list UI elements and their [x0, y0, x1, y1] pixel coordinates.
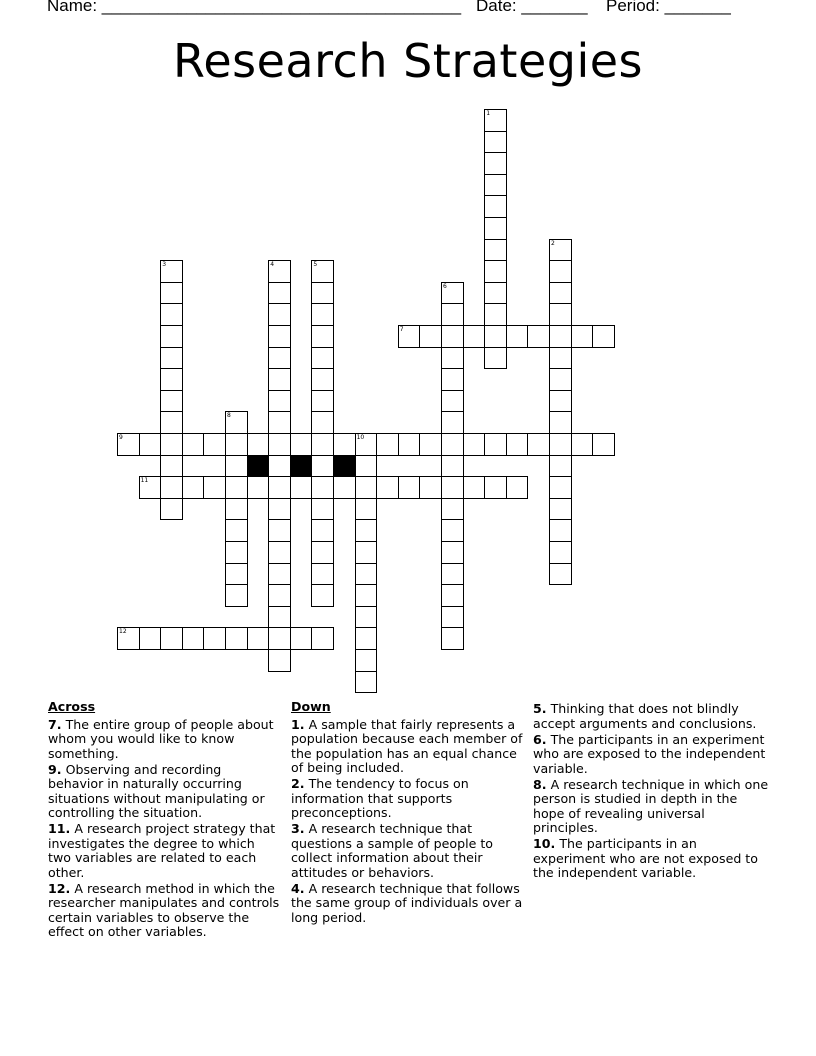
- clue-across-11: [48, 822, 280, 880]
- grid-cell[interactable]: [160, 627, 183, 650]
- clue-number: 8.: [533, 776, 547, 792]
- clue-number-label: 5: [313, 261, 318, 269]
- grid-cell[interactable]: [549, 325, 572, 348]
- grid-cell[interactable]: [268, 563, 291, 586]
- grid-cell[interactable]: [225, 498, 248, 521]
- clue-number: 9.: [48, 761, 62, 777]
- clue-text: Observing and recording behavior in naturally occurring situations without manipulating or controlling the situation.: [48, 761, 265, 820]
- clue-down-10: [533, 837, 769, 881]
- grid-cell[interactable]: [333, 433, 356, 456]
- grid-cell[interactable]: [225, 433, 248, 456]
- grid-cell[interactable]: [484, 303, 507, 326]
- name-field-label[interactable]: Name: ______________________________________: [47, 0, 462, 15]
- grid-cell[interactable]: [549, 282, 572, 305]
- grid-cell[interactable]: [441, 541, 464, 564]
- grid-cell[interactable]: [441, 627, 464, 650]
- grid-cell[interactable]: [311, 260, 334, 283]
- grid-cell[interactable]: [484, 282, 507, 305]
- grid-cell[interactable]: [441, 563, 464, 586]
- grid-cell[interactable]: [311, 519, 334, 542]
- grid-cell[interactable]: [160, 498, 183, 521]
- grid-cell[interactable]: [290, 433, 313, 456]
- grid-cell[interactable]: [355, 433, 378, 456]
- grid-cell[interactable]: [484, 476, 507, 499]
- grid-cell[interactable]: [484, 195, 507, 218]
- grid-cell[interactable]: [268, 368, 291, 391]
- grid-cell[interactable]: [203, 433, 226, 456]
- grid-cell[interactable]: [160, 411, 183, 434]
- grid-cell[interactable]: [484, 131, 507, 154]
- grid-cell[interactable]: [311, 627, 334, 650]
- clue-number-label: 8: [227, 412, 231, 420]
- grid-cell[interactable]: [311, 433, 334, 456]
- grid-cell[interactable]: [311, 563, 334, 586]
- grid-cell[interactable]: [160, 455, 183, 478]
- clue-text: A research technique that questions a sample of people to collect information about their attitudes or behaviors.: [291, 821, 493, 880]
- grid-cell[interactable]: [182, 433, 205, 456]
- grid-cell[interactable]: [139, 433, 162, 456]
- grid-cell[interactable]: [376, 476, 399, 499]
- grid-cell[interactable]: [484, 347, 507, 370]
- grid-cell[interactable]: [355, 563, 378, 586]
- grid-cell[interactable]: [441, 498, 464, 521]
- grid-cell[interactable]: [268, 282, 291, 305]
- clue-down-8: [533, 778, 769, 836]
- grid-cell[interactable]: [549, 303, 572, 326]
- grid-cell[interactable]: [441, 347, 464, 370]
- clue-down-1: [291, 718, 523, 776]
- clue-text: A research technique that follows the same group of individuals over a long period.: [291, 880, 523, 925]
- grid-cell[interactable]: [355, 498, 378, 521]
- grid-cell[interactable]: [484, 433, 507, 456]
- grid-cell[interactable]: [268, 541, 291, 564]
- grid-cell[interactable]: [549, 368, 572, 391]
- grid-cell[interactable]: [549, 433, 572, 456]
- grid-cell[interactable]: [484, 152, 507, 175]
- grid-cell[interactable]: [311, 347, 334, 370]
- clue-text: The participants in an experiment who are not exposed to the independent variable.: [533, 836, 758, 880]
- grid-cell[interactable]: [419, 476, 442, 499]
- grid-cell[interactable]: [160, 390, 183, 413]
- grid-cell[interactable]: [549, 541, 572, 564]
- grid-cell[interactable]: [441, 303, 464, 326]
- grid-cell[interactable]: [160, 303, 183, 326]
- clue-number: 10.: [533, 836, 556, 851]
- grid-cell[interactable]: [268, 476, 291, 499]
- grid-cell[interactable]: [311, 541, 334, 564]
- clue-number-label: 9: [119, 434, 123, 441]
- clue-number-label: 2: [551, 239, 555, 247]
- grid-cell[interactable]: [549, 260, 572, 283]
- clue-text: The participants in an experiment who are exposed to the independent variable.: [533, 731, 766, 776]
- period-field-label[interactable]: Period: _______: [606, 0, 731, 15]
- grid-cell[interactable]: [311, 498, 334, 521]
- grid-cell[interactable]: [527, 325, 550, 348]
- grid-cell[interactable]: [160, 347, 183, 370]
- grid-cell[interactable]: [463, 476, 486, 499]
- grid-cell[interactable]: [484, 260, 507, 283]
- grid-cell[interactable]: [549, 390, 572, 413]
- clue-down-2: [291, 777, 523, 821]
- clue-down-4: [291, 882, 523, 926]
- grid-cell[interactable]: [160, 368, 183, 391]
- grid-cell[interactable]: [527, 433, 550, 456]
- grid-cell[interactable]: [290, 476, 313, 499]
- grid-cell[interactable]: [117, 433, 140, 456]
- grid-cell[interactable]: [441, 606, 464, 629]
- grid-cell[interactable]: [268, 627, 291, 650]
- grid-cell[interactable]: [268, 303, 291, 326]
- across-heading: Across: [48, 699, 96, 714]
- grid-cell[interactable]: [225, 627, 248, 650]
- grid-cell[interactable]: [355, 584, 378, 607]
- grid-cell[interactable]: [549, 519, 572, 542]
- grid-cell[interactable]: [355, 649, 378, 672]
- clue-number: 12.: [48, 880, 71, 896]
- date-field-label[interactable]: Date: _______: [476, 0, 588, 15]
- grid-cell[interactable]: [484, 217, 507, 240]
- grid-cell[interactable]: [333, 476, 356, 499]
- grid-cell[interactable]: [549, 455, 572, 478]
- grid-cell[interactable]: [441, 584, 464, 607]
- grid-cell[interactable]: [506, 476, 529, 499]
- grid-cell[interactable]: [311, 303, 334, 326]
- clue-text: Thinking that does not blindly accept arguments and conclusions.: [533, 701, 757, 731]
- down-clues-column-2: [533, 702, 769, 882]
- grid-cell[interactable]: [355, 671, 378, 694]
- clue-down-6: [533, 733, 769, 777]
- grid-cell[interactable]: [441, 455, 464, 478]
- grid-cell[interactable]: [311, 325, 334, 348]
- grid-cell[interactable]: [419, 433, 442, 456]
- grid-cell[interactable]: [355, 627, 378, 650]
- grid-cell[interactable]: [247, 627, 270, 650]
- grid-cell[interactable]: [182, 627, 205, 650]
- grid-cell[interactable]: [376, 433, 399, 456]
- clue-number: 5.: [533, 701, 547, 716]
- clue-text: A sample that fairly represents a population because each member of the population has an equal chance of being included.: [291, 716, 523, 775]
- grid-cell[interactable]: [484, 239, 507, 262]
- grid-cell[interactable]: [355, 476, 378, 499]
- clue-number-label: 10: [356, 434, 365, 441]
- across-clues: [48, 700, 280, 941]
- grid-cell[interactable]: [484, 109, 507, 132]
- grid-cell[interactable]: [268, 260, 291, 283]
- grid-cell[interactable]: [311, 368, 334, 391]
- grid-cell[interactable]: [549, 498, 572, 521]
- grid-cell[interactable]: [247, 433, 270, 456]
- clue-text: The tendency to focus on information that supports preconceptions.: [291, 776, 469, 820]
- grid-cell[interactable]: [463, 325, 486, 348]
- grid-cell[interactable]: [268, 649, 291, 672]
- grid-cell[interactable]: [268, 498, 291, 521]
- blocked-cell: [290, 455, 313, 478]
- clue-number: 7.: [48, 716, 62, 732]
- grid-cell[interactable]: [571, 433, 594, 456]
- grid-cell[interactable]: [355, 606, 378, 629]
- grid-cell[interactable]: [268, 455, 291, 478]
- clue-number-label: 7: [399, 326, 404, 333]
- clue-number: 2.: [291, 776, 305, 791]
- grid-cell[interactable]: [398, 325, 421, 348]
- grid-cell[interactable]: [441, 325, 464, 348]
- grid-cell[interactable]: [268, 325, 291, 348]
- grid-cell[interactable]: [311, 584, 334, 607]
- grid-cell[interactable]: [311, 282, 334, 305]
- grid-cell[interactable]: [398, 476, 421, 499]
- clue-down-3: [291, 822, 523, 880]
- grid-cell[interactable]: [441, 433, 464, 456]
- clue-across-9: [48, 763, 280, 821]
- clue-number: 3.: [291, 821, 305, 836]
- grid-cell[interactable]: [441, 368, 464, 391]
- grid-cell[interactable]: [225, 541, 248, 564]
- grid-cell[interactable]: [355, 541, 378, 564]
- grid-cell[interactable]: [549, 347, 572, 370]
- grid-cell[interactable]: [225, 519, 248, 542]
- grid-cell[interactable]: [160, 433, 183, 456]
- grid-cell[interactable]: [311, 476, 334, 499]
- clue-number: 4.: [291, 880, 305, 896]
- grid-cell[interactable]: [571, 325, 594, 348]
- grid-cell[interactable]: [268, 606, 291, 629]
- grid-cell[interactable]: [160, 476, 183, 499]
- clue-number-label: 11: [140, 477, 149, 485]
- grid-cell[interactable]: [441, 519, 464, 542]
- clue-number-label: 4: [270, 261, 275, 269]
- grid-cell[interactable]: [441, 411, 464, 434]
- clue-text: The entire group of people about whom you would like to know something.: [48, 716, 274, 761]
- down-heading: Down: [291, 699, 331, 714]
- clue-number: 11.: [48, 821, 71, 836]
- clue-number-label: 6: [443, 282, 447, 290]
- grid-cell[interactable]: [139, 627, 162, 650]
- clue-number-label: 3: [162, 261, 167, 269]
- grid-cell[interactable]: [203, 476, 226, 499]
- grid-cell[interactable]: [268, 347, 291, 370]
- blocked-cell: [247, 455, 270, 478]
- down-clues-column-1: [291, 700, 523, 927]
- grid-cell[interactable]: [506, 325, 529, 348]
- grid-cell[interactable]: [484, 174, 507, 197]
- clue-text: A research project strategy that investigates the degree to which two variables are related to each other.: [48, 821, 276, 880]
- grid-cell[interactable]: [290, 627, 313, 650]
- grid-cell[interactable]: [117, 627, 140, 650]
- grid-cell[interactable]: [268, 411, 291, 434]
- grid-cell[interactable]: [268, 390, 291, 413]
- clue-text: A research technique in which one person is studied in depth in the hope of revealing universal principles.: [533, 776, 769, 835]
- grid-cell[interactable]: [441, 390, 464, 413]
- grid-cell[interactable]: [549, 476, 572, 499]
- grid-cell[interactable]: [160, 282, 183, 305]
- clue-number: 6.: [533, 731, 547, 747]
- grid-cell[interactable]: [139, 476, 162, 499]
- grid-cell[interactable]: [355, 455, 378, 478]
- grid-cell[interactable]: [311, 411, 334, 434]
- grid-cell[interactable]: [484, 325, 507, 348]
- clue-number-label: 12: [119, 628, 127, 636]
- grid-cell[interactable]: [225, 455, 248, 478]
- grid-cell[interactable]: [160, 260, 183, 283]
- grid-cell[interactable]: [160, 325, 183, 348]
- grid-cell[interactable]: [549, 563, 572, 586]
- grid-cell[interactable]: [225, 584, 248, 607]
- grid-cell[interactable]: [268, 584, 291, 607]
- grid-cell[interactable]: [549, 239, 572, 262]
- clue-across-7: [48, 718, 280, 762]
- grid-cell[interactable]: [225, 563, 248, 586]
- clue-text: A research method in which the researcher manipulates and controls certain variables to observe the effect on other variables.: [48, 880, 280, 939]
- grid-cell[interactable]: [506, 433, 529, 456]
- grid-cell[interactable]: [419, 325, 442, 348]
- clue-number-label: 1: [486, 110, 491, 117]
- grid-cell[interactable]: [268, 433, 291, 456]
- grid-cell[interactable]: [311, 390, 334, 413]
- clue-number: 1.: [291, 716, 305, 732]
- grid-cell[interactable]: [225, 411, 248, 434]
- grid-cell[interactable]: [592, 325, 615, 348]
- grid-cell[interactable]: [311, 455, 334, 478]
- grid-cell[interactable]: [225, 476, 248, 499]
- grid-cell[interactable]: [592, 433, 615, 456]
- page-title: Research Strategies: [172, 34, 644, 88]
- grid-cell[interactable]: [441, 476, 464, 499]
- grid-cell[interactable]: [398, 433, 421, 456]
- grid-cell[interactable]: [441, 282, 464, 305]
- grid-cell[interactable]: [247, 476, 270, 499]
- blocked-cell: [333, 455, 356, 478]
- clue-down-5: [533, 702, 769, 731]
- grid-cell[interactable]: [203, 627, 226, 650]
- grid-cell[interactable]: [463, 433, 486, 456]
- grid-cell[interactable]: [182, 476, 205, 499]
- grid-cell[interactable]: [355, 519, 378, 542]
- grid-cell[interactable]: [268, 519, 291, 542]
- grid-cell[interactable]: [549, 411, 572, 434]
- clue-across-12: [48, 882, 280, 940]
